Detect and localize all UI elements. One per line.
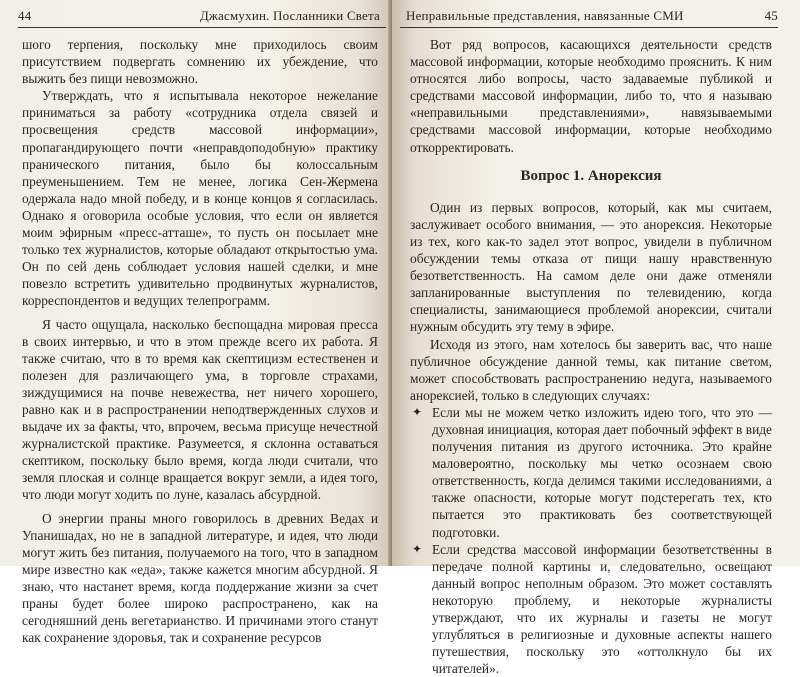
right-page-body bbox=[410, 36, 772, 677]
left-paragraph: Утверждать, что я испытывала некоторое нежелание приниматься за работу «сотрудника отдела связей и просвещения средств массовой информации», пропагандирующего почти «неправдоподобную» практику праничеcкого питания, было бы колоссальным преуменьшением. Тем не менее, логика Сен-Жермена одержала надо мной победу, и в конце концов я согласилась. Однако я оговорила особые условия, что если он является моим эфирным «пресс-атташе», то пусть он посылает мне только тех журналистов, которые обладают открытостью ума. Он по сей день соблюдает условия нашей сделки, и мне повезло встретить удивительно продвинутых журналистов, корреспондентов и ведущих телепрограмм. bbox=[22, 88, 378, 309]
left-paragraph: шого терпения, поскольку мне приходилось своим присутствием подвергать сомнению их убеждение, что выжить без пищи невозможно. bbox=[22, 37, 378, 87]
left-paragraph: О энергии праны много говорилось в древних Ведах и Упанишадах, но не в западной литературе, и идея, что люди могут жить без питания, получаемого на того, что в западном мире известно как «еда», также кажется многим абсурдной. Я знаю, что настанет время, когда поддержание жизни за счет праны будет более широко распространено, как на сегодняшний день вегетарианство. И причинами этого станут как сохранение здоровья, так и сохранение ресурсов bbox=[22, 510, 378, 646]
diamond-bullet-icon: ✦ bbox=[412, 541, 423, 556]
diamond-bullet-icon: ✦ bbox=[412, 404, 423, 419]
right-intro-paragraph: Вот ряд вопросов, касающихся деятельности средств массовой информации, которые необходимо прояснить. К ним относятся либо вопросы, часто задаваемые публикой и средствами массовой информации, либо то, что я называю «неправильными представлениями», навязываемыми средствами массовой информации, которые необходимо откорректировать. bbox=[410, 37, 772, 155]
right-running-title: Неправильные представления, навязанные СМИ bbox=[406, 8, 684, 23]
left-header-rule bbox=[18, 27, 386, 28]
left-page-number: 44 bbox=[18, 8, 32, 23]
bullet-text: Если мы не можем четко изложить идею того, что это — духовная инициация, которая дает побочный эффект в виде получения питания из другого источника. Это крайне маловероятно, поскольку мы четко осознаем свою ответственность, когда делимся такими исследованиями, а также опасности, которые могут подстерегать тех, кто пытается это практиковать без соответствующей подготовки. bbox=[432, 404, 772, 540]
bullet-text: Если средства массовой информации безответственны в передаче полной картины и, следовательно, освещают данный вопрос неполным образом. Это может составлять некоторую проблему, и некоторые журналисты утверждают, что их журналы и газеты не могут углубляться в религиозные и духовные аспекты нашего путешествия, поскольку это «оттолкнуло бы их читателей». bbox=[432, 541, 772, 677]
left-page-body bbox=[22, 36, 378, 646]
left-running-title: Джасмухин. Посланники Света bbox=[199, 8, 380, 23]
section-heading: Вопрос 1. Анорексия bbox=[520, 167, 662, 184]
left-page bbox=[0, 0, 392, 646]
left-paragraph: Я часто ощущала, насколько беспощадна мировая пресса в своих интервью, и что в этом прежде всего их работа. Я также считаю, что в то время как скептицизм естественен и полезен для различающего ума, в торговле страхами, зиждущимися на почве невежества, нет ничего хорошего, равно как и в распространении неподтвержденных слухов и выдаче их за факты, что, впрочем, весьма присуще нечестной журналистской практике. Разумеется, я склонна оставаться скептиком, поскольку было время, когда люди считали, что земля плоская и солнце вращается вокруг земли, а идея того, что люди могут ходить по луне, казалась абсурдной. bbox=[22, 316, 378, 503]
right-header-rule bbox=[400, 27, 778, 28]
right-page-number: 45 bbox=[764, 8, 778, 23]
right-paragraph: Один из первых вопросов, который, как мы считаем, заслуживает особого внимания, — это анорексия. Некоторые из тех, кого как-то задел этот вопрос, увидели в публичном обсуждении темы отказа от пищи нашу нравственную безответственность. На самом деле они даже отменяли запланированные выступления по телевидению, когда специалисты, занимающиеся проблемой анорексии, считали нужным обсудить эту тему в эфире. bbox=[410, 199, 772, 335]
bullet-item bbox=[410, 541, 772, 677]
right-paragraph: Исходя из этого, нам хотелось бы заверить вас, что наше публичное обсуждение данной темы, как питание светом, может способствовать распространению недуга, называемого анорексией, только в следующих случаях: bbox=[410, 336, 772, 403]
right-page bbox=[392, 0, 800, 677]
bullet-item bbox=[410, 404, 772, 541]
